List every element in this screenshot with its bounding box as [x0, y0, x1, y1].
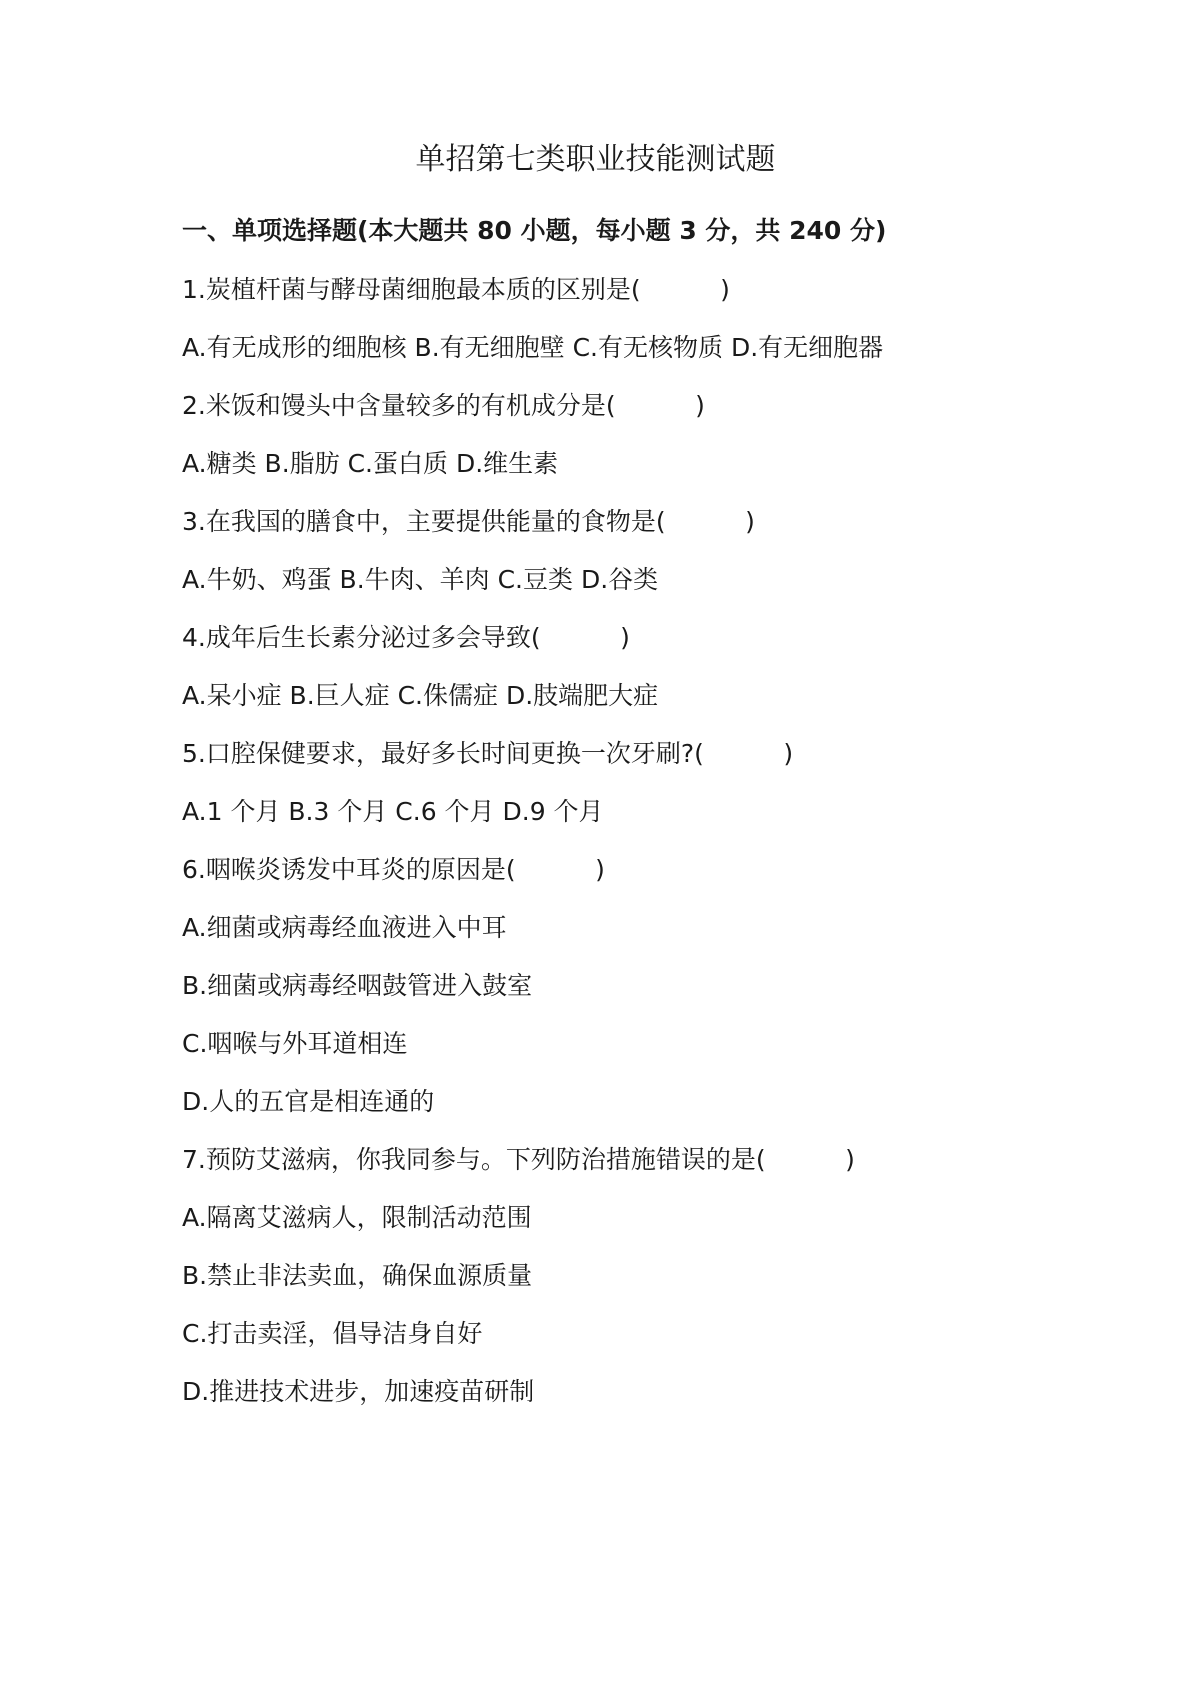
- question-7-option-b: B.禁止非法卖血，确保血源质量: [182, 1261, 533, 1290]
- question-6-option-b: B.细菌或病毒经咽鼓管进入鼓室: [182, 971, 533, 1000]
- question-6: 6.咽喉炎诱发中耳炎的原因是( ): [182, 855, 605, 884]
- section-heading: 一、单项选择题(本大题共 80 小题，每小题 3 分，共 240 分): [182, 216, 887, 245]
- question-6-option-a: A.细菌或病毒经血液进入中耳: [182, 913, 507, 942]
- question-5-options: A.1 个月 B.3 个月 C.6 个月 D.9 个月: [182, 797, 604, 826]
- question-1: 1.炭植杆菌与酵母菌细胞最本质的区别是( ): [182, 275, 730, 304]
- question-6-option-c: C.咽喉与外耳道相连: [182, 1029, 408, 1058]
- question-7-option-d: D.推进技术进步，加速疫苗研制: [182, 1377, 535, 1406]
- question-3-options: A.牛奶、鸡蛋 B.牛肉、羊肉 C.豆类 D.谷类: [182, 565, 659, 594]
- question-6-option-d: D.人的五官是相连通的: [182, 1087, 435, 1116]
- question-1-options: A.有无成形的细胞核 B.有无细胞壁 C.有无核物质 D.有无细胞器: [182, 333, 884, 362]
- question-7: 7.预防艾滋病，你我同参与。下列防治措施错误的是( ): [182, 1145, 855, 1174]
- question-3: 3.在我国的膳食中，主要提供能量的食物是( ): [182, 507, 755, 536]
- page-title: 单招第七类职业技能测试题: [415, 142, 776, 177]
- question-7-option-a: A.隔离艾滋病人，限制活动范围: [182, 1203, 532, 1232]
- question-4-options: A.呆小症 B.巨人症 C.侏儒症 D.肢端肥大症: [182, 681, 659, 710]
- question-2: 2.米饭和馒头中含量较多的有机成分是( ): [182, 391, 705, 420]
- question-4: 4.成年后生长素分泌过多会导致( ): [182, 623, 630, 652]
- question-2-options: A.糖类 B.脂肪 C.蛋白质 D.维生素: [182, 449, 559, 478]
- question-5: 5.口腔保健要求，最好多长时间更换一次牙刷?( ): [182, 739, 794, 768]
- question-7-option-c: C.打击卖淫，倡导洁身自好: [182, 1319, 483, 1348]
